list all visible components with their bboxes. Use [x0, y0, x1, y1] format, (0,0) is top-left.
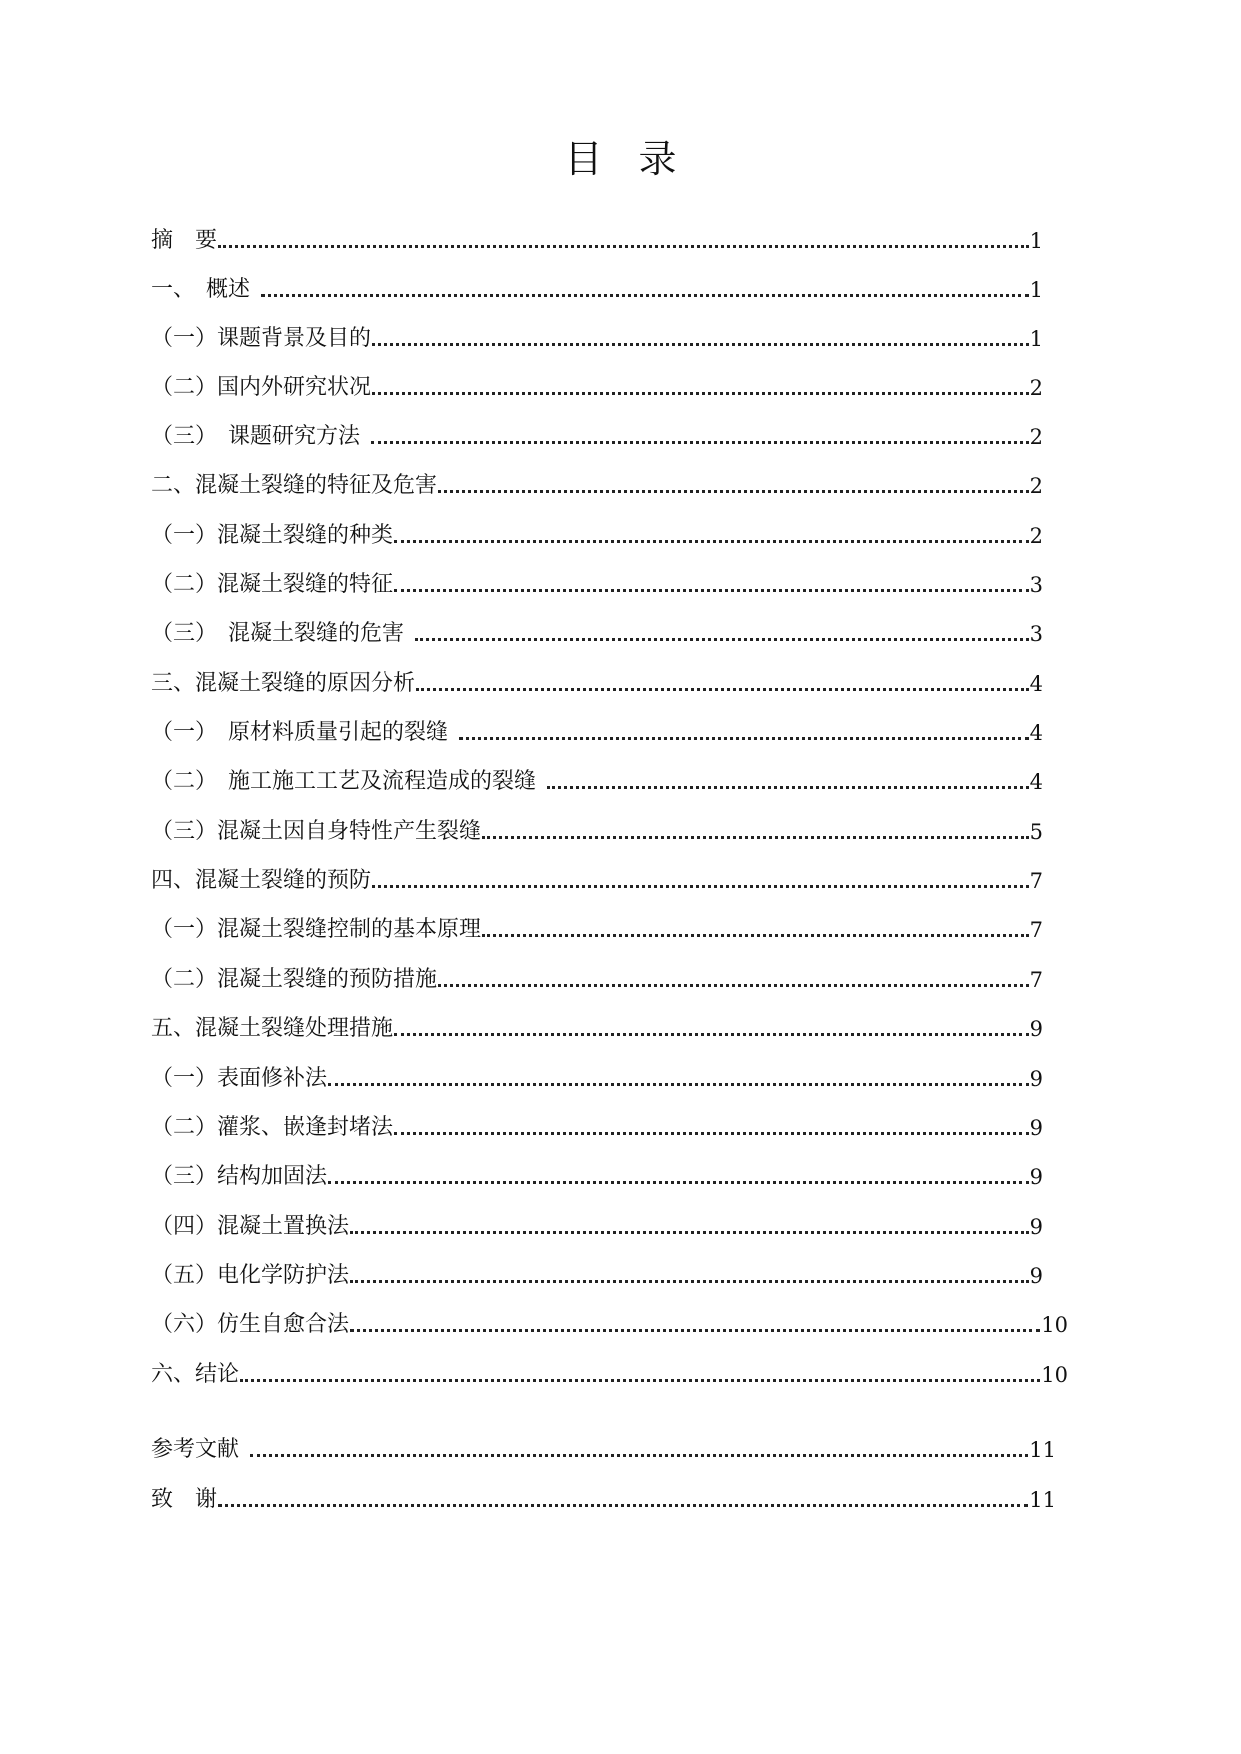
toc-entry[interactable]: [151, 1014, 1043, 1044]
toc-leader-dots: [350, 1280, 1029, 1283]
toc-entry-label: （六）仿生自愈合法: [151, 1312, 350, 1337]
toc-leader-dots: [547, 786, 1029, 789]
toc-leader-dots: [394, 589, 1029, 592]
toc-entry[interactable]: [151, 1485, 1056, 1515]
toc-entry-label: 六、结论: [151, 1362, 240, 1387]
toc-entry-label: （三） 混凝土裂缝的危害: [151, 621, 405, 646]
toc-entry-page: 7: [1029, 968, 1043, 992]
toc-entry-label: 致 谢: [151, 1487, 218, 1512]
toc-entry-page: 11: [1029, 1438, 1056, 1462]
toc-leader-dots: [372, 392, 1029, 395]
toc-entry[interactable]: [151, 521, 1043, 551]
toc-entry-label: 二、混凝土裂缝的特征及危害: [151, 473, 438, 498]
toc-entry[interactable]: [151, 1435, 1056, 1465]
toc-entry-label: （四）混凝土置换法: [151, 1214, 350, 1239]
toc-entry-label: （五）电化学防护法: [151, 1263, 350, 1288]
toc-entry-label: 三、混凝土裂缝的原因分析: [151, 671, 416, 696]
toc-entry-label: 一、 概述: [151, 277, 251, 302]
toc-entry-page: 7: [1029, 918, 1043, 942]
toc-leader-dots: [372, 885, 1029, 888]
toc-entry[interactable]: [151, 915, 1043, 945]
toc-leader-dots: [416, 688, 1029, 691]
toc-entry-page: 10: [1041, 1313, 1068, 1337]
toc-leader-dots: [372, 343, 1029, 346]
toc-leader-dots: [415, 638, 1029, 641]
toc-leader-dots: [438, 490, 1029, 493]
toc-entry-label: （一）表面修补法: [151, 1066, 328, 1091]
toc-entry[interactable]: [151, 471, 1043, 501]
toc-entry-label: （一）课题背景及目的: [151, 326, 372, 351]
toc-entry-page: 1: [1029, 229, 1043, 253]
toc-leader-dots: [218, 245, 1029, 248]
toc-entry-label: 四、混凝土裂缝的预防: [151, 868, 372, 893]
toc-entry-page: 9: [1029, 1116, 1043, 1140]
toc-entry[interactable]: [151, 373, 1043, 403]
toc-entry-page: 1: [1029, 327, 1043, 351]
toc-entry-page: 1: [1029, 278, 1043, 302]
toc-entry-page: 10: [1041, 1363, 1068, 1387]
toc-entry[interactable]: [151, 1162, 1043, 1192]
toc-entry-page: 4: [1029, 672, 1043, 696]
toc-entry-label: 摘 要: [151, 228, 218, 253]
toc-entry-page: 5: [1029, 820, 1043, 844]
toc-entry-page: 11: [1029, 1488, 1056, 1512]
toc-leader-dots: [350, 1231, 1029, 1234]
title-char-1: 目: [564, 137, 603, 181]
toc-entry[interactable]: [151, 324, 1043, 354]
toc-entry-label: （三） 课题研究方法: [151, 424, 361, 449]
toc-entry[interactable]: [151, 965, 1043, 995]
toc-entry-page: 9: [1029, 1215, 1043, 1239]
toc-leader-dots: [328, 1083, 1029, 1086]
toc-entry-label: （二） 施工施工工艺及流程造成的裂缝: [151, 769, 537, 794]
toc-leader-dots: [240, 1379, 1040, 1382]
toc-leader-dots: [394, 1132, 1029, 1135]
toc-leader-dots: [459, 737, 1029, 740]
toc-entry[interactable]: [151, 1113, 1043, 1143]
title-char-2: 录: [638, 137, 677, 181]
toc-leader-dots: [218, 1504, 1028, 1507]
toc-entry-label: （一）混凝土裂缝控制的基本原理: [151, 917, 482, 942]
toc-entry-label: （二）国内外研究状况: [151, 375, 372, 400]
toc-entry-label: （二）混凝土裂缝的特征: [151, 572, 394, 597]
toc-entry-page: 9: [1029, 1017, 1043, 1041]
toc-entry[interactable]: [151, 275, 1043, 305]
toc-entry-page: 4: [1029, 770, 1043, 794]
toc-leader-dots: [394, 540, 1029, 543]
toc-entry-page: 9: [1029, 1264, 1043, 1288]
toc-entry[interactable]: [151, 718, 1043, 748]
toc-entry[interactable]: [151, 767, 1043, 797]
toc-entry-page: 2: [1029, 425, 1043, 449]
toc-entry-label: 参考文献: [151, 1437, 240, 1462]
toc-entry-page: 3: [1029, 622, 1043, 646]
toc-entry[interactable]: [151, 1261, 1043, 1291]
toc-entry-page: 2: [1029, 474, 1043, 498]
toc-leader-dots: [438, 984, 1029, 987]
toc-entry-page: 3: [1029, 573, 1043, 597]
toc-entry[interactable]: [151, 570, 1043, 600]
toc-entry-label: （一）混凝土裂缝的种类: [151, 523, 394, 548]
toc-leader-dots: [482, 836, 1029, 839]
toc-entry[interactable]: [151, 1310, 1068, 1340]
toc-entry-label: （二）灌浆、嵌逢封堵法: [151, 1115, 394, 1140]
toc-entry[interactable]: [151, 1212, 1043, 1242]
toc-entry[interactable]: [151, 422, 1043, 452]
toc-entry-label: （三）混凝土因自身特性产生裂缝: [151, 819, 482, 844]
toc-leader-dots: [350, 1329, 1040, 1332]
toc-entry[interactable]: [151, 866, 1043, 896]
toc-entry[interactable]: [151, 817, 1043, 847]
toc-leader-dots: [261, 294, 1029, 297]
toc-entry-page: 9: [1029, 1165, 1043, 1189]
toc-leader-dots: [371, 441, 1029, 444]
toc-leader-dots: [394, 1033, 1029, 1036]
toc-entry-page: 7: [1029, 869, 1043, 893]
page-title: [0, 128, 1241, 183]
toc-entry[interactable]: [151, 669, 1043, 699]
toc-entry-label: （一） 原材料质量引起的裂缝: [151, 720, 449, 745]
toc-entry-label: 五、混凝土裂缝处理措施: [151, 1016, 394, 1041]
toc-leader-dots: [482, 934, 1029, 937]
toc-entry[interactable]: [151, 1360, 1068, 1390]
toc-entry[interactable]: [151, 1064, 1043, 1094]
toc-entry[interactable]: [151, 226, 1043, 256]
toc-leader-dots: [328, 1181, 1029, 1184]
toc-entry-page: 9: [1029, 1067, 1043, 1091]
toc-entry-page: 2: [1029, 524, 1043, 548]
toc-entry-page: 2: [1029, 376, 1043, 400]
toc-entry-label: （二）混凝土裂缝的预防措施: [151, 967, 438, 992]
toc-entry-page: 4: [1029, 721, 1043, 745]
toc-leader-dots: [250, 1454, 1028, 1457]
toc-entry[interactable]: [151, 619, 1043, 649]
toc-entry-label: （三）结构加固法: [151, 1164, 328, 1189]
